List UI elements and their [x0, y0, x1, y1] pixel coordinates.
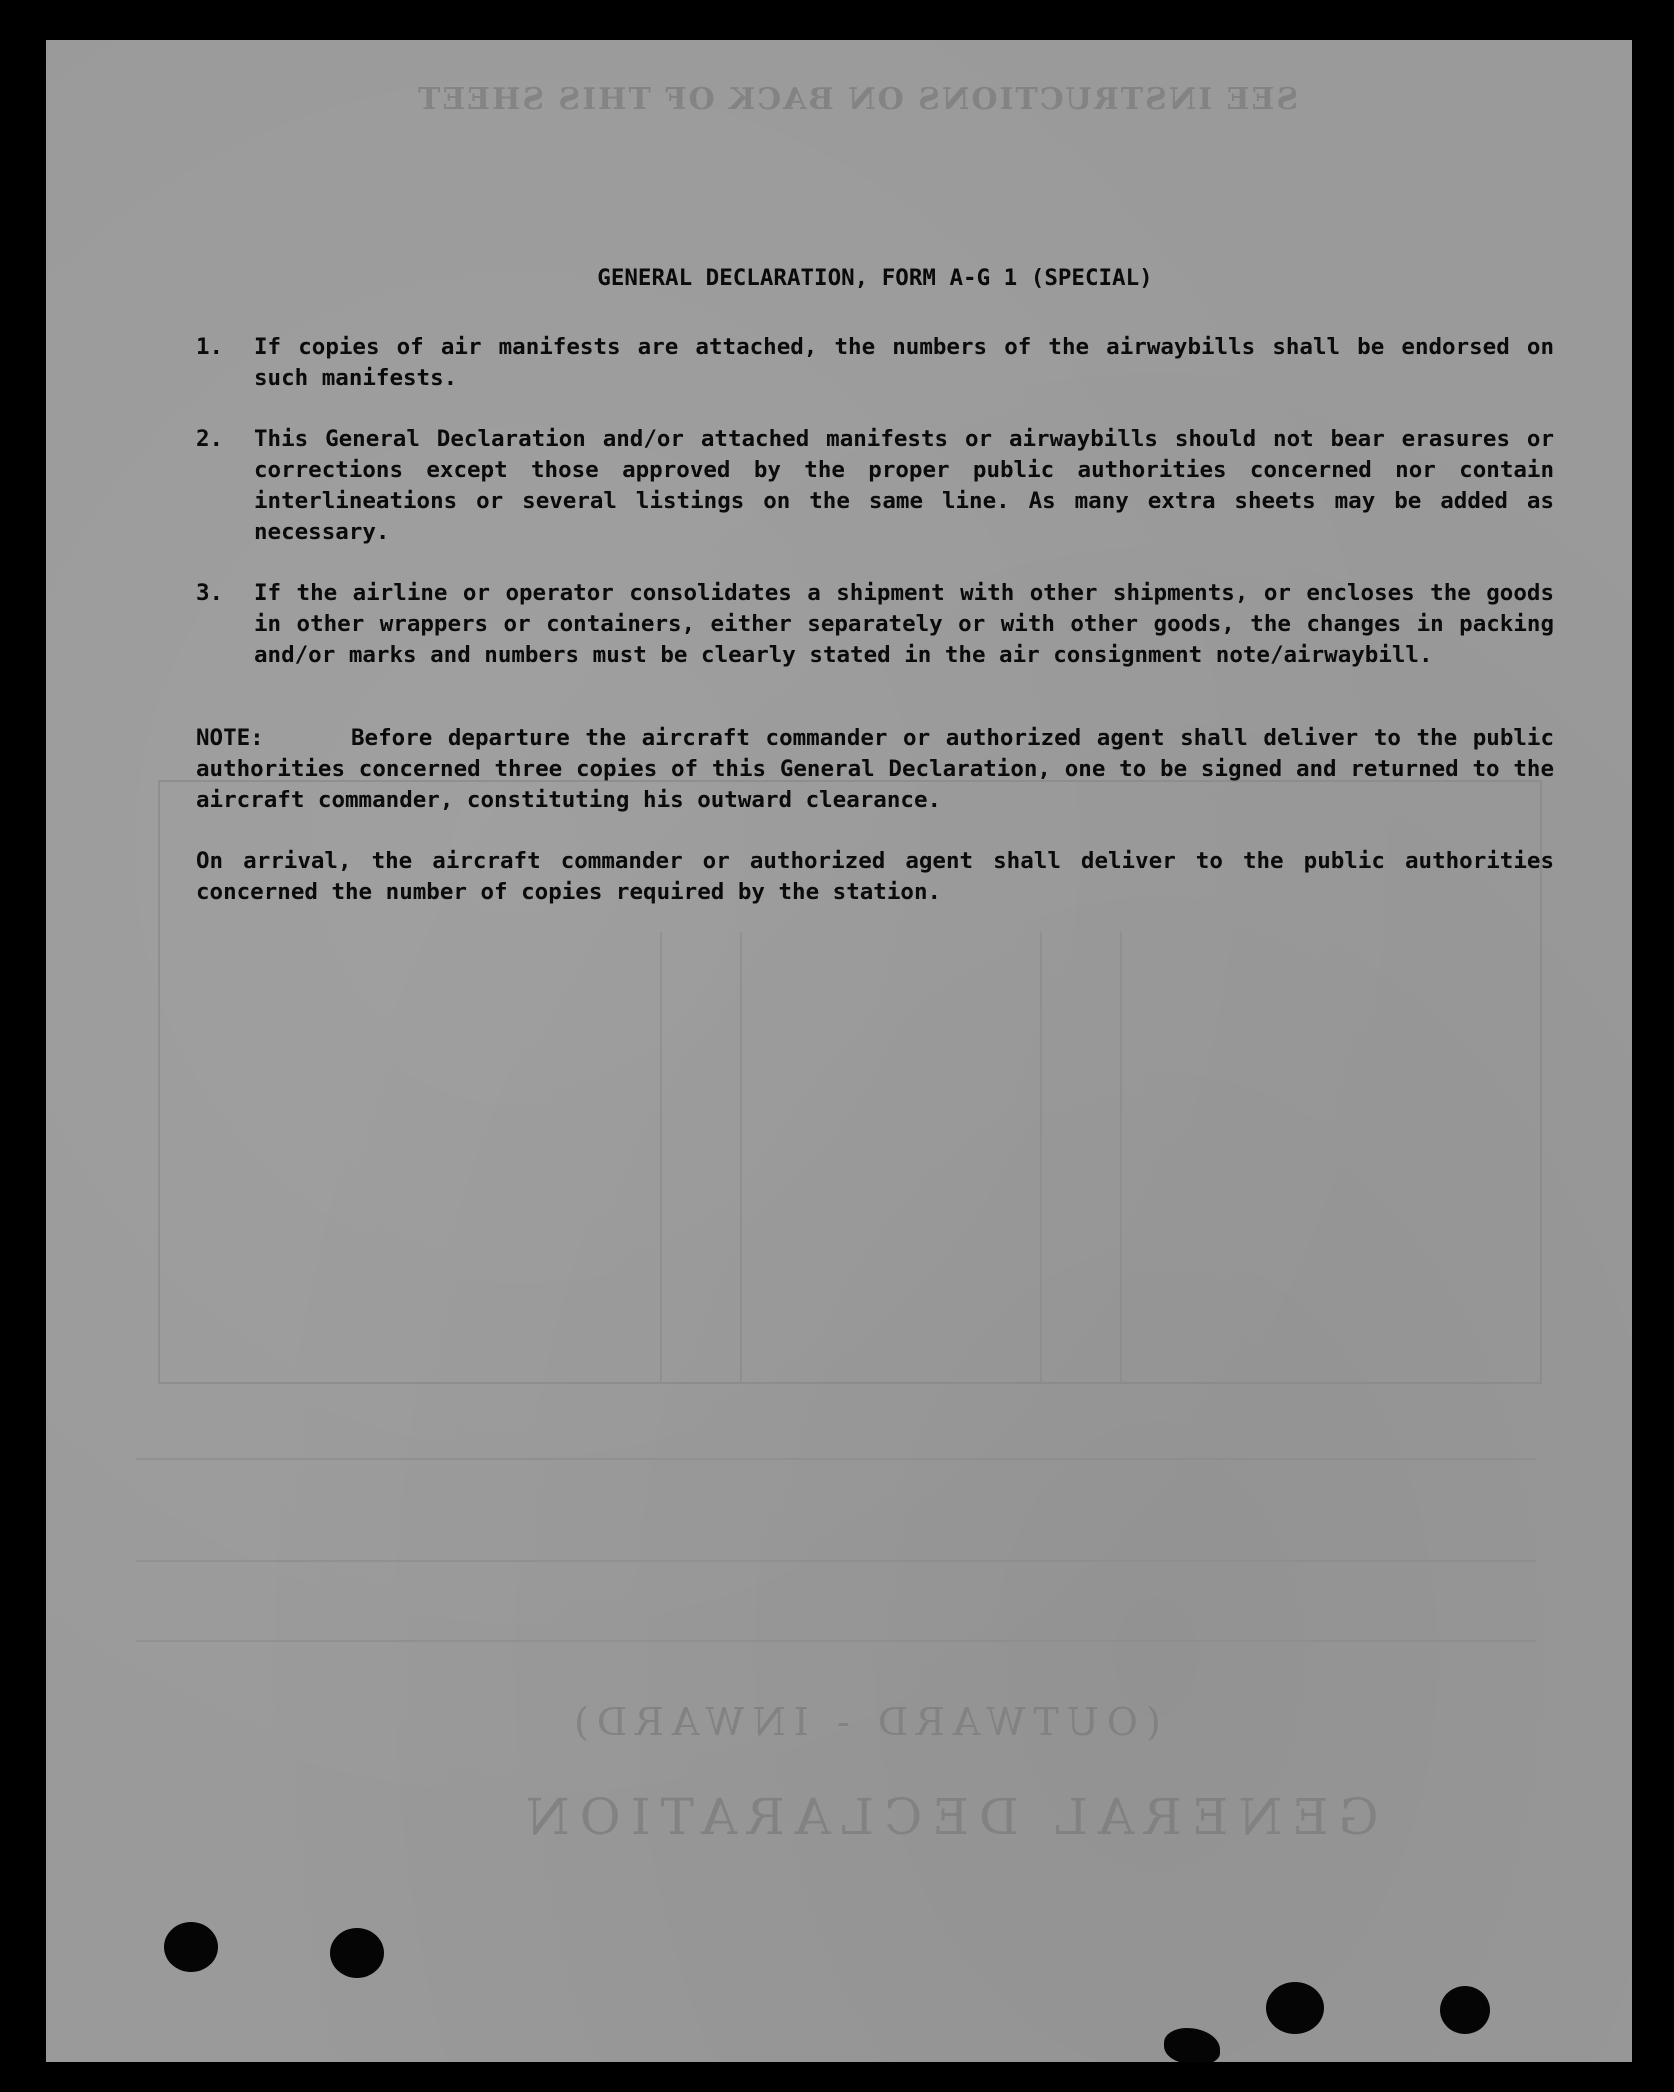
note-text: Before departure the aircraft commander or authorized agent shall deliver to the public authorities concerned three copies of this General Declaration, one to be signed and returned to the aircraft commander, constituting his outward clearance.	[196, 725, 1554, 813]
note-paragraph	[196, 723, 1554, 816]
instruction-item-1	[196, 332, 1554, 394]
instruction-text: If the airline or operator consolidates a shipment with other shipments, or encloses the goods in other wrappers or containers, either separately or with other goods, the changes in packing and/or marks and numbers must be clearly stated in the air consignment note/airwaybill.	[254, 580, 1554, 668]
punch-hole-right-2	[1440, 1986, 1490, 2034]
document-page	[46, 40, 1632, 2062]
document-title: GENERAL DECLARATION, FORM A-G 1 (SPECIAL)	[597, 265, 1153, 291]
instruction-text: This General Declaration and/or attached manifests or airwaybills should not bear erasures or corrections except those approved by the proper public authorities concerned nor contain interlineations or several listings on the same line. As many extra sheets may be added as necessary.	[254, 426, 1554, 545]
arrival-paragraph: On arrival, the aircraft commander or authorized agent shall deliver to the public authorities concerned the number of copies required by the station.	[196, 848, 1554, 905]
reverse-side-rule-3	[136, 1640, 1536, 1642]
reverse-side-rule-1	[136, 1458, 1536, 1460]
reverse-side-show-through-middle: (OUTWARD - INWARD)	[566, 1700, 1161, 1744]
instruction-number: 1.	[196, 334, 224, 360]
instruction-item-3	[196, 578, 1554, 671]
instruction-number: 2.	[196, 426, 224, 452]
torn-edge-mark	[1164, 2028, 1220, 2062]
punch-hole-left-2	[330, 1928, 384, 1978]
instructions-body	[196, 263, 1554, 908]
instruction-item-2	[196, 424, 1554, 548]
note-label: NOTE:	[196, 725, 264, 751]
punch-hole-left-1	[164, 1922, 218, 1972]
reverse-side-show-through-bottom: GENERAL DECLARATION	[516, 1788, 1379, 1846]
instruction-number: 3.	[196, 580, 224, 606]
reverse-side-rule-2	[136, 1560, 1536, 1562]
reverse-side-show-through-top: SEE INSTRUCTIONS ON BACK OF THIS SHEET	[416, 82, 1299, 117]
instruction-text: If copies of air manifests are attached, the numbers of the airwaybills shall be endorsed on such manifests.	[254, 334, 1554, 391]
punch-hole-right-1	[1266, 1982, 1324, 2034]
